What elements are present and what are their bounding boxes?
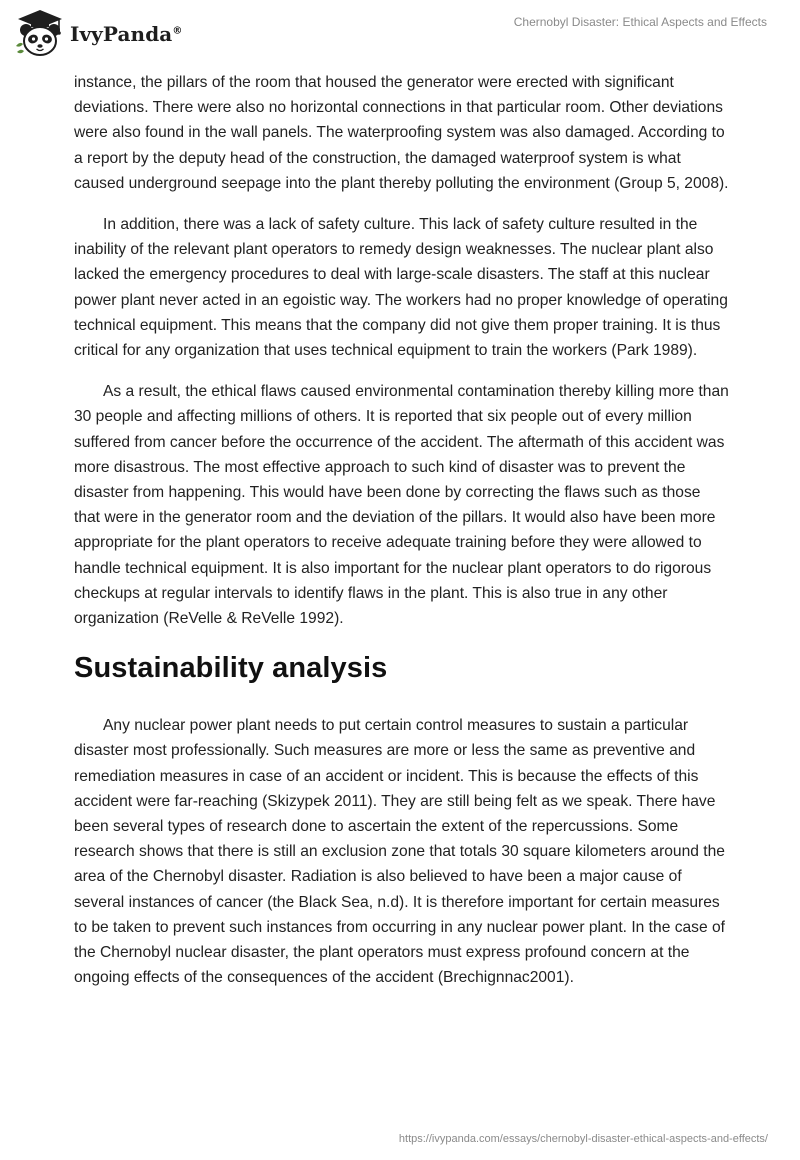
document-title: Chernobyl Disaster: Ethical Aspects and Effects [513, 15, 767, 29]
body-paragraph: As a result, the ethical flaws caused environmental contamination thereby killing more than 30 people and affecting millions of others. It is reported that six people out of every million suffered from cancer before the occurrence of the accident. The aftermath of this accident was more disastrous. The most effective approach to such kind of disaster was to prevent the disaster from happening. This would have been done by correcting the flaws such as those that were in the generator room and the deviation of the pillars. It would also have been more appropriate for the plant operators to receive adequate training before they were allowed to handle technical equipment. It is also important for the nuclear plant operators to do rigorous checkups at regular intervals to identify flaws in the plant. This is also true in any other organization (ReVelle & ReVelle 1992). [74, 383, 729, 628]
body-paragraph: Any nuclear power plant needs to put certain control measures to sustain a particular disaster most professionally. Such measures are more or less the same as preventive and remediation measures in case of an accident or incident. This is because the effects of this accident were far-reaching (Skizypek 2011). They are still being felt as we speak. There have been several types of research done to ascertain the extent of the repercussions. Some research shows that there is still an exclusion zone that totals 30 square kilometers around the area of the Chernobyl disaster. Radiation is also believed to have been a major cause of several instances of cancer (the Black Sea, n.d). It is therefore important for certain measures to be taken to prevent such instances from occurring in any nuclear power plant. In the case of the Chernobyl nuclear disaster, the plant operators must express profound concern at the ongoing effects of the consequences of the accident (Brechignnac2001). [74, 717, 725, 987]
brand-logo[interactable] [14, 8, 182, 60]
section-heading: Sustainability analysis [74, 652, 388, 685]
body-paragraph: In addition, there was a lack of safety culture. This lack of safety culture resulted in the inability of the relevant plant operators to remedy design weaknesses. The nuclear plant also lacked the emergency procedures to deal with large-scale disasters. The staff at this nuclear power plant never acted in an egoistic way. The workers had no proper knowledge of operating technical equipment. This means that the company did not give them proper training. It is thus critical for any organization that uses technical equipment to train the workers (Park 1989). [74, 216, 728, 360]
brand-name: IvyPanda® [70, 22, 183, 46]
body-paragraph: instance, the pillars of the room that housed the generator were erected with significant deviations. There were also no horizontal connections in that particular room. Other deviations were also found in the wall panels. The waterproofing system was also damaged. According to a report by the deputy head of the construction, the damaged waterproof system is what caused underground seepage into the plant thereby polluting the environment (Group 5, 2008). [74, 74, 729, 192]
panda-mascot-icon [14, 8, 66, 60]
source-url[interactable]: https://ivypanda.com/essays/chernobyl-disaster-ethical-aspects-and-effects/ [398, 1133, 768, 1145]
page-header [0, 0, 800, 70]
essay-body [74, 70, 730, 1007]
